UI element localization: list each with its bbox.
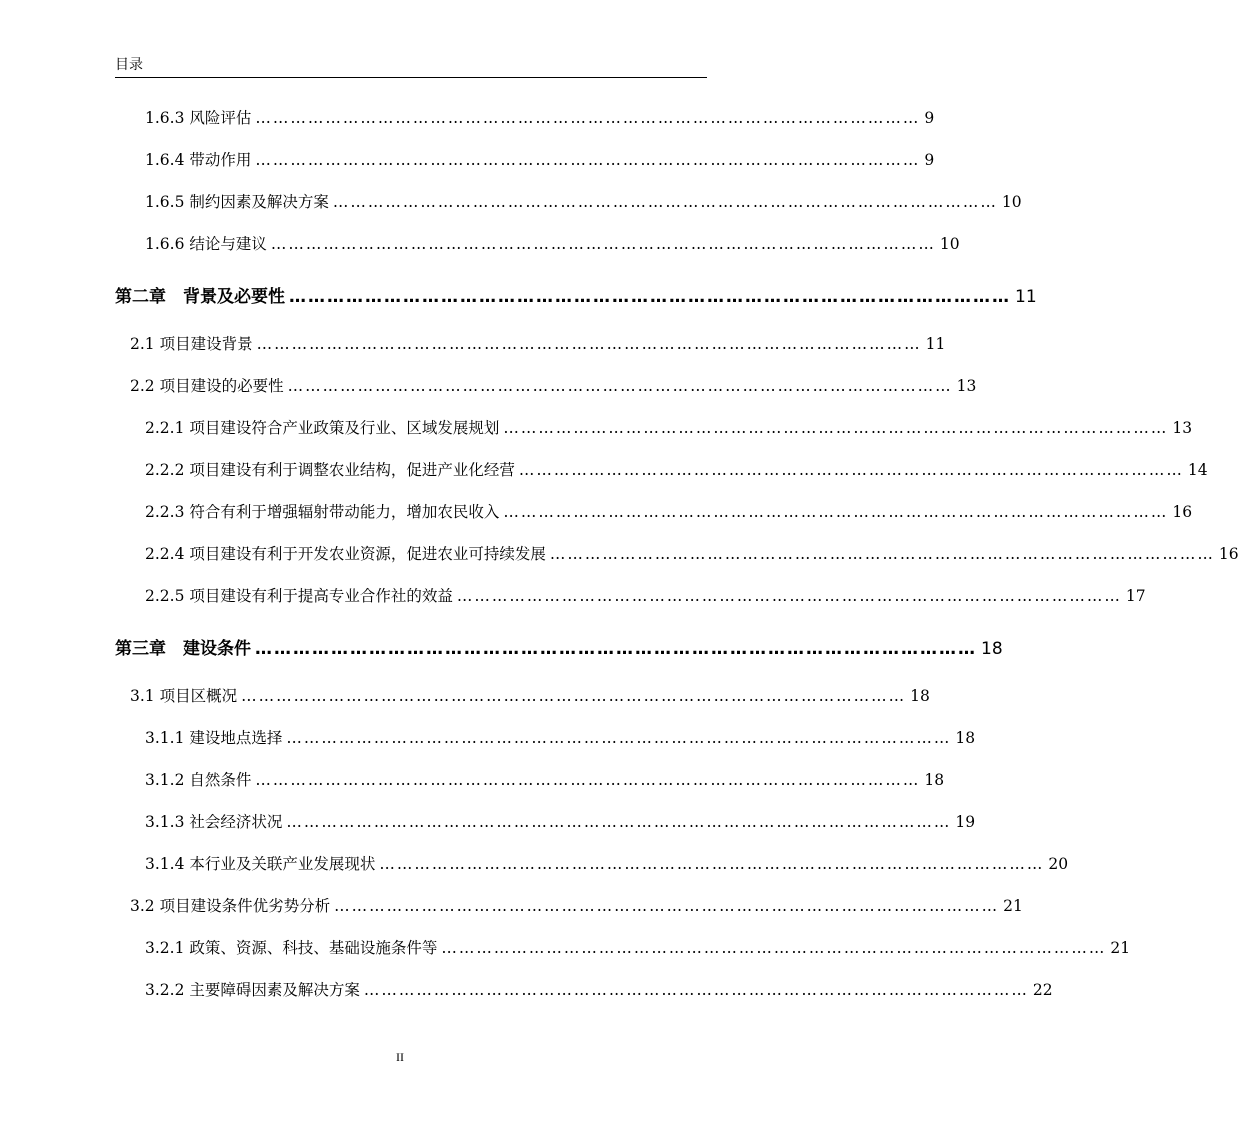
- toc-entry-3-2[interactable]: [130, 894, 1023, 916]
- toc-entry-label: 1.6.4 带动作用: [145, 151, 252, 169]
- toc-page-number: 10: [1001, 193, 1022, 211]
- toc-entry-2-2[interactable]: [130, 374, 977, 396]
- toc-entry-label: 3.1.4 本行业及关联产业发展现状: [145, 855, 376, 873]
- toc-leader-dots: ……………………………………………………………………………………………………: [363, 981, 1029, 999]
- toc-leader-dots: ……………………………………………………………………………………………………: [256, 335, 922, 353]
- toc-entry-label: 3.1.3 社会经济状况: [145, 813, 283, 831]
- toc-leader-dots: ……………………………………………………………………………………………………: [379, 855, 1045, 873]
- toc-page-number: 10: [939, 235, 960, 253]
- toc-leader-dots: ……………………………………………………………………………………………………: [549, 545, 1215, 563]
- toc-entry-2-2-1[interactable]: [145, 416, 1193, 438]
- toc-entry-3-2-2[interactable]: [145, 978, 1053, 1000]
- toc-entry-3-1-1[interactable]: [145, 726, 976, 748]
- toc-entry-2-2-4[interactable]: [145, 542, 1239, 564]
- toc-leader-dots: ……………………………………………………………………………………………………: [255, 639, 977, 659]
- toc-entry-label: 1.6.5 制约因素及解决方案: [145, 193, 329, 211]
- toc-entry-3-1[interactable]: [130, 684, 930, 706]
- toc-entry-1-6-4[interactable]: [145, 148, 935, 170]
- toc-entry-label: 3.2 项目建设条件优劣势分析: [130, 897, 331, 915]
- toc-page-number: 22: [1032, 981, 1053, 999]
- toc-entry-label: 1.6.3 风险评估: [145, 109, 252, 127]
- toc-page-number: 18: [981, 639, 1003, 659]
- toc-leader-dots: ……………………………………………………………………………………………………: [255, 151, 921, 169]
- toc-leader-dots: ……………………………………………………………………………………………………: [441, 939, 1107, 957]
- toc-entry-1-6-5[interactable]: [145, 190, 1022, 212]
- toc-leader-dots: ……………………………………………………………………………………………………: [286, 729, 952, 747]
- toc-chapter-2[interactable]: [115, 282, 1037, 307]
- toc-entry-2-2-3[interactable]: [145, 500, 1193, 522]
- toc-leader-dots: ……………………………………………………………………………………………………: [503, 503, 1169, 521]
- toc-page-number: 16: [1218, 545, 1239, 563]
- toc-leader-dots: ……………………………………………………………………………………………………: [503, 419, 1169, 437]
- toc-leader-dots: ……………………………………………………………………………………………………: [286, 813, 952, 831]
- toc-entry-label: 3.1.1 建设地点选择: [145, 729, 283, 747]
- toc-entry-2-2-2[interactable]: [145, 458, 1208, 480]
- toc-page-number: 13: [1172, 419, 1193, 437]
- toc-leader-dots: ……………………………………………………………………………………………………: [255, 771, 921, 789]
- toc-entry-3-1-3[interactable]: [145, 810, 976, 832]
- toc-page-number: 21: [1110, 939, 1131, 957]
- toc-leader-dots: ……………………………………………………………………………………………………: [518, 461, 1184, 479]
- toc-page-number: 9: [924, 151, 935, 169]
- toc-leader-dots: ……………………………………………………………………………………………………: [289, 287, 1011, 307]
- toc-page-number: 21: [1003, 897, 1023, 915]
- toc-entry-label: 3.1 项目区概况: [130, 687, 238, 705]
- toc-page-number: 11: [1015, 287, 1037, 307]
- toc-page-number: 20: [1048, 855, 1069, 873]
- toc-entry-2-2-5[interactable]: [145, 584, 1146, 606]
- toc-page-number: 16: [1172, 503, 1193, 521]
- toc-page-number: 9: [924, 109, 935, 127]
- page-number-footer: II: [396, 1050, 404, 1064]
- toc-page-number: 18: [910, 687, 930, 705]
- toc-entry-3-2-1[interactable]: [145, 936, 1131, 958]
- toc-entry-label: 2.2.3 符合有利于增强辐射带动能力，增加农民收入: [145, 503, 500, 521]
- toc-leader-dots: ……………………………………………………………………………………………………: [287, 377, 953, 395]
- toc-page-number: 14: [1187, 461, 1208, 479]
- toc-entry-label: 2.2.5 项目建设有利于提高专业合作社的效益: [145, 587, 453, 605]
- toc-entry-label: 3.1.2 自然条件: [145, 771, 252, 789]
- toc-chapter-3[interactable]: [115, 634, 1003, 659]
- toc-page-number: 18: [924, 771, 945, 789]
- toc-page-number: 18: [955, 729, 976, 747]
- toc-entry-1-6-3[interactable]: [145, 106, 935, 128]
- toc-leader-dots: ……………………………………………………………………………………………………: [332, 193, 998, 211]
- toc-entry-label: 2.2.1 项目建设符合产业政策及行业、区域发展规划: [145, 419, 500, 437]
- toc-leader-dots: ……………………………………………………………………………………………………: [241, 687, 907, 705]
- toc-entry-1-6-6[interactable]: [145, 232, 960, 254]
- toc-leader-dots: ……………………………………………………………………………………………………: [334, 897, 1000, 915]
- toc-entry-label: 第二章 背景及必要性: [115, 287, 285, 307]
- toc-entry-label: 第三章 建设条件: [115, 639, 251, 659]
- toc-entry-3-1-2[interactable]: [145, 768, 945, 790]
- toc-leader-dots: ……………………………………………………………………………………………………: [456, 587, 1122, 605]
- toc-page-number: 19: [955, 813, 976, 831]
- toc-leader-dots: ……………………………………………………………………………………………………: [255, 109, 921, 127]
- toc-page-number: 13: [956, 377, 977, 395]
- toc-entry-label: 2.2 项目建设的必要性: [130, 377, 284, 395]
- toc-leader-dots: ……………………………………………………………………………………………………: [270, 235, 936, 253]
- running-header: 目录: [115, 57, 143, 73]
- toc-page-number: 17: [1125, 587, 1146, 605]
- toc-page-number: 11: [925, 335, 946, 353]
- toc-entry-label: 1.6.6 结论与建议: [145, 235, 267, 253]
- toc-entry-label: 3.2.1 政策、资源、科技、基础设施条件等: [145, 939, 438, 957]
- toc-entry-3-1-4[interactable]: [145, 852, 1069, 874]
- toc-entry-2-1[interactable]: [130, 332, 946, 354]
- toc-entry-label: 2.2.4 项目建设有利于开发农业资源，促进农业可持续发展: [145, 545, 546, 563]
- toc-entry-label: 2.1 项目建设背景: [130, 335, 253, 353]
- toc-entry-label: 3.2.2 主要障碍因素及解决方案: [145, 981, 360, 999]
- toc-entry-label: 2.2.2 项目建设有利于调整农业结构，促进产业化经营: [145, 461, 515, 479]
